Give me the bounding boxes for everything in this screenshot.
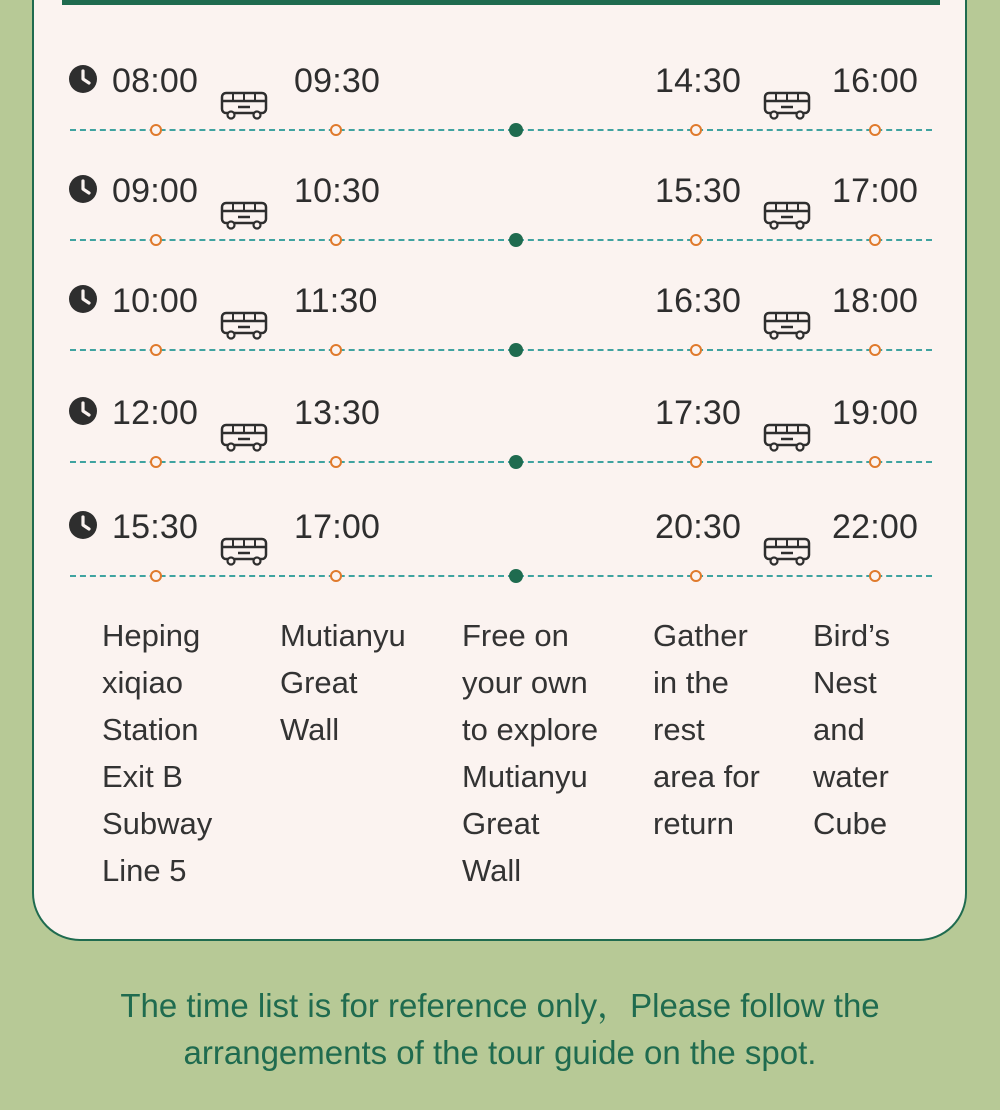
arrive-time: 17:00 [294,508,381,546]
stop-text-line: Nest [813,665,877,700]
leave-time: 20:30 [655,508,742,546]
schedule-row [0,282,1000,392]
bus-icon [763,90,813,122]
stop-text-line: Gather [653,618,748,653]
route-stop-dot [869,124,881,136]
route-stop-dot [150,456,162,468]
footer-line-2: arrangements of the tour guide on the spot. [183,1034,817,1071]
depart-time: 09:00 [112,172,199,210]
route-mid-dot [509,569,523,583]
schedule-row [0,172,1000,282]
leave-time: 17:30 [655,394,742,432]
return-time: 22:00 [832,508,919,546]
bus-icon [220,422,270,454]
route-stop-dot [330,344,342,356]
route-mid-dot [509,343,523,357]
footer-note [0,982,1000,1076]
schedule-row [0,508,1000,618]
stop-text-line: Free on [462,618,569,653]
depart-time: 15:30 [112,508,199,546]
route-stop-dot [690,456,702,468]
footer-line-1: The time list is for reference only，Please follow the [120,987,880,1024]
stop-text-line: Bird’s [813,618,890,653]
route-stop-dot [330,124,342,136]
stop-description [102,612,212,894]
stop-text-line: Subway [102,806,213,841]
bus-icon [220,200,270,232]
bus-icon [220,536,270,568]
route-mid-dot [509,455,523,469]
route-stop-dot [150,344,162,356]
route-mid-dot [509,123,523,137]
stop-text-line: your own [462,665,588,700]
route-stop-dot [690,234,702,246]
return-time: 16:00 [832,62,919,100]
route-stop-dot [330,570,342,582]
stop-description [462,612,598,894]
bus-icon [763,310,813,342]
stop-text-line: Station [102,712,199,747]
route-stop-dot [869,234,881,246]
stop-text-line: Mutianyu [280,618,406,653]
route-stop-dot [869,344,881,356]
route-line [70,575,932,577]
stop-text-line: Great [280,665,358,700]
arrive-time: 13:30 [294,394,381,432]
route-line [70,349,932,351]
stop-description [280,612,406,753]
stop-text-line: Line 5 [102,853,187,888]
route-stop-dot [150,570,162,582]
depart-time: 10:00 [112,282,199,320]
schedule-row [0,394,1000,504]
clock-icon [68,64,98,94]
route-stop-dot [150,124,162,136]
return-time: 17:00 [832,172,919,210]
route-stop-dot [690,124,702,136]
route-stop-dot [150,234,162,246]
depart-time: 12:00 [112,394,199,432]
stop-text-line: Mutianyu [462,759,588,794]
stop-text-line: Heping [102,618,201,653]
bus-icon [763,536,813,568]
stop-text-line: rest [653,712,705,747]
route-stop-dot [869,570,881,582]
clock-icon [68,396,98,426]
arrive-time: 11:30 [294,282,378,320]
return-time: 18:00 [832,282,919,320]
bus-icon [763,422,813,454]
route-stop-dot [330,234,342,246]
stop-description [813,612,890,847]
arrive-time: 09:30 [294,62,381,100]
leave-time: 16:30 [655,282,742,320]
bus-icon [220,90,270,122]
clock-icon [68,284,98,314]
stop-text-line: and [813,712,865,747]
route-stop-dot [330,456,342,468]
clock-icon [68,174,98,204]
stop-text-line: Great [462,806,540,841]
route-line [70,461,932,463]
stop-text-line: return [653,806,734,841]
bus-icon [763,200,813,232]
card-top-bar [62,0,940,5]
route-stop-dot [869,456,881,468]
stop-text-line: Exit B [102,759,183,794]
stop-text-line: Wall [462,853,522,888]
leave-time: 15:30 [655,172,742,210]
stop-text-line: to explore [462,712,599,747]
depart-time: 08:00 [112,62,199,100]
bus-icon [220,310,270,342]
stop-text-line: Wall [280,712,340,747]
route-line [70,129,932,131]
stop-text-line: xiqiao [102,665,183,700]
route-mid-dot [509,233,523,247]
schedule-row [0,62,1000,172]
stop-text-line: in the [653,665,729,700]
clock-icon [68,510,98,540]
leave-time: 14:30 [655,62,742,100]
route-stop-dot [690,570,702,582]
return-time: 19:00 [832,394,919,432]
stop-description [653,612,760,847]
stop-text-line: water [813,759,889,794]
route-line [70,239,932,241]
arrive-time: 10:30 [294,172,381,210]
stop-text-line: area for [653,759,760,794]
stop-text-line: Cube [813,806,888,841]
route-stop-dot [690,344,702,356]
